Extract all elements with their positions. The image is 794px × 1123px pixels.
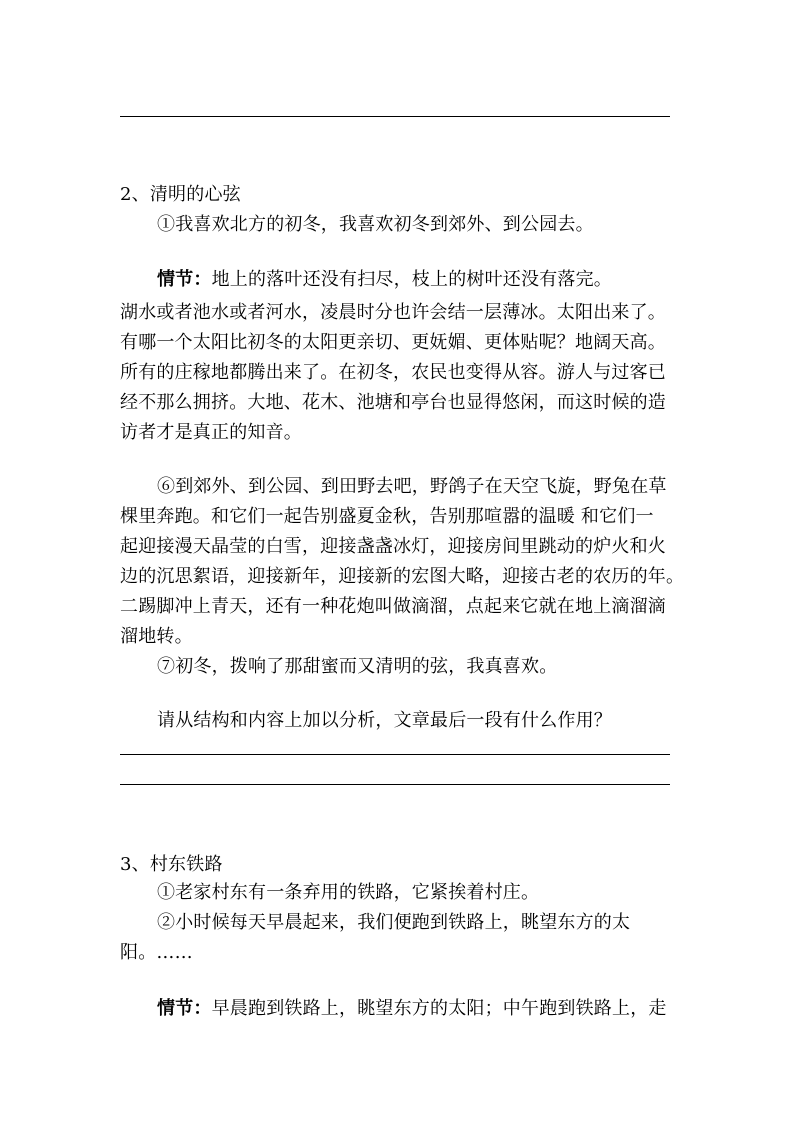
answer-line — [120, 116, 670, 117]
section-2-heading: 2、清明的心弦 — [120, 184, 241, 205]
section-3-heading: 3、村东铁路 — [120, 854, 223, 875]
section-2-paragraph-7: ⑦初冬，拨响了那甜蜜而又清明的弦，我真喜欢。 — [157, 656, 558, 677]
section-2-paragraph-6-line: 起迎接漫天晶莹的白雪，迎接盏盏冰灯，迎接房间里跳动的炉火和火 — [120, 536, 666, 557]
section-2-paragraph-6-line: 棵里奔跑。和它们一起告别盛夏金秋，告别那喧嚣的温暖 和它们一 — [120, 506, 654, 527]
answer-line — [120, 754, 670, 755]
section-2-plot-line: 所有的庄稼地都腾出来了。在初冬，农民也变得从容。游人与过客已 — [120, 362, 666, 383]
section-2-question: 请从结构和内容上加以分析，文章最后一段有什么作用？ — [157, 710, 612, 731]
section-2-plot-line: 湖水或者池水或者河水，凌晨时分也许会结一层薄冰。太阳出来了。 — [120, 302, 666, 323]
section-3-plot — [157, 994, 667, 1024]
section-2-paragraph-6-line: 边的沉思絮语，迎接新年，迎接新的宏图大略，迎接古老的农历的年。 — [120, 566, 685, 587]
section-2-plot-line: 经不那么拥挤。大地、花木、池塘和亭台也显得悠闲，而这时候的造 — [120, 392, 666, 413]
section-2-paragraph-6: ⑥到郊外、到公园、到田野去吧，野鸽子在天空飞旋，野兔在草 — [157, 476, 667, 497]
section-2-paragraph-6-line: 溜地转。 — [120, 626, 193, 647]
answer-line — [120, 784, 670, 785]
plot-label: 情节： — [157, 269, 212, 290]
plot-label: 情节： — [157, 998, 212, 1019]
plot-text: 早晨跑到铁路上，眺望东方的太阳；中午跑到铁路上，走 — [211, 998, 667, 1019]
section-2-plot-line: 访者才是真正的知音。 — [120, 422, 302, 443]
plot-text: 地上的落叶还没有扫尽，枝上的树叶还没有落完。 — [211, 269, 613, 290]
section-3-paragraph-1: ①老家村东有一条弃用的铁路，它紧挨着村庄。 — [157, 882, 540, 903]
section-2-plot-line: 有哪一个太阳比初冬的太阳更亲切、更妩媚、更体贴呢？地阔天高。 — [120, 332, 666, 353]
section-2-paragraph-1: ①我喜欢北方的初冬，我喜欢初冬到郊外、到公园去。 — [157, 214, 594, 235]
section-3-paragraph-2-line: 阳。…… — [120, 942, 193, 963]
section-3-paragraph-2: ②小时候每天早晨起来，我们便跑到铁路上，眺望东方的太 — [157, 912, 631, 933]
section-2-plot — [157, 265, 612, 295]
section-2-paragraph-6-line: 二踢脚冲上青天，还有一种花炮叫做滴溜，点起来它就在地上滴溜滴 — [120, 596, 666, 617]
